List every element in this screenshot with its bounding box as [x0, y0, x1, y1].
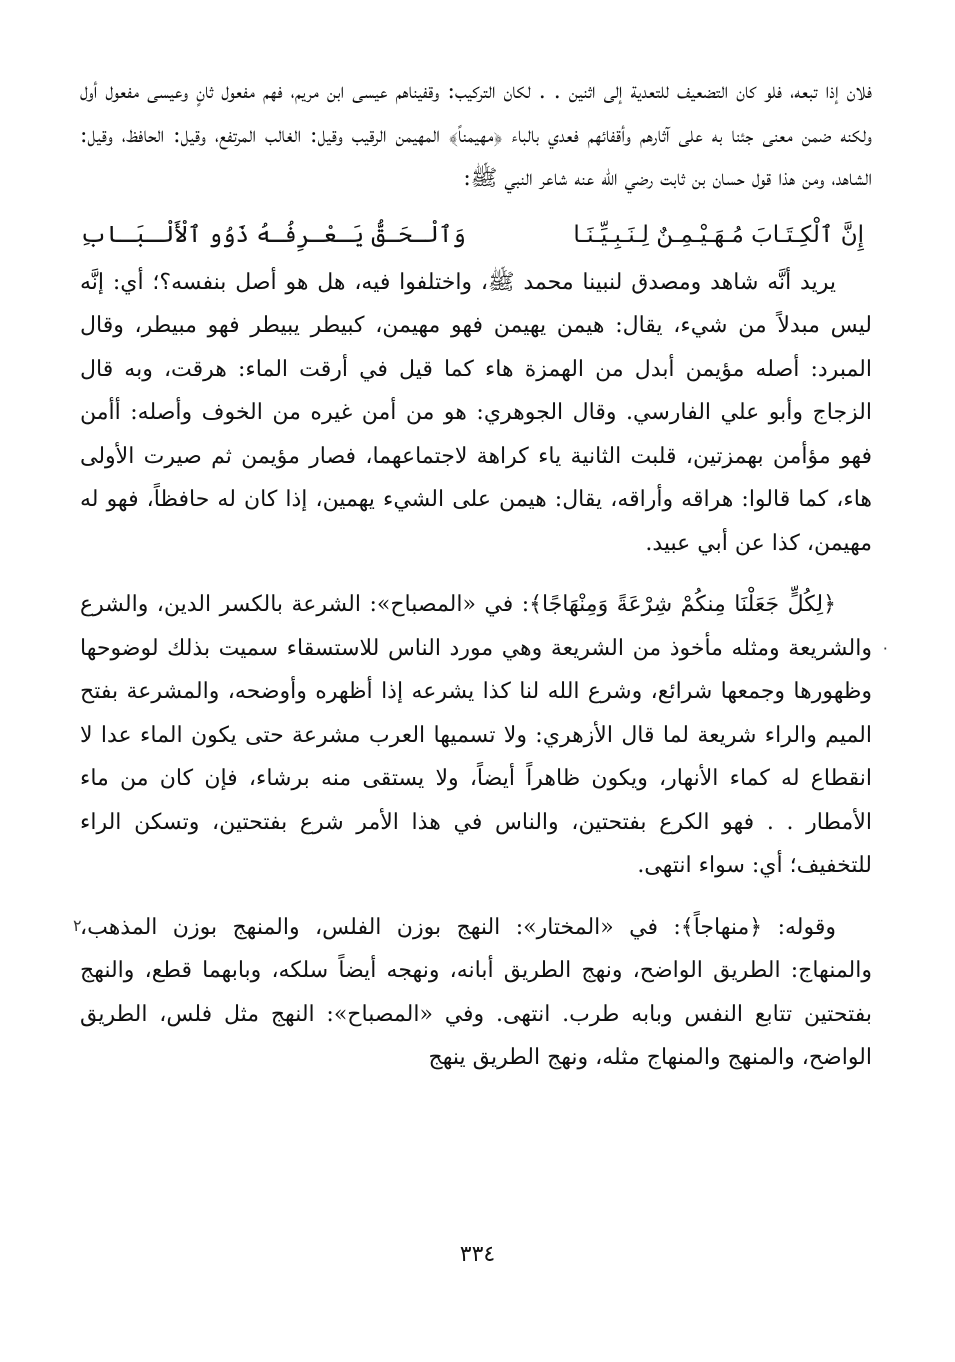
paragraph-4: وقوله: ﴿منهاجاً﴾: في «المختار»: النهج بوزن الفلس، والمنهج بوزن المذهب، والمنهاج: الطريق الواضح، ونهج الطريق أبانه، ونهجه أيضاً سلكه، وبابهما قطع، والنهج بفتحتين تتابع النفس وبابه طرب. انتهى. وفي «المصباح»: النهج مثل فلس، الطريق الواضح، والمنهج والمنهاج مثله، ونهج الطريق ينهج — [80, 914, 872, 1070]
margin-mark-2: ٢ — [73, 916, 82, 935]
poem-verse — [80, 213, 872, 257]
verse-first-hemistich: إِنَّ ٱلْكِـتَـابَ مُـهَـيْـمِـنٌ لِـنَـبِـيِّـنَـا — [573, 221, 864, 248]
verse-second-hemistich: وَٱلْـحَـقُّ يَـعْـرِفُـهُ ذَوُو ٱلْأَلْـبَـابِ — [80, 221, 466, 248]
paragraph-3: ﴿لِكُلٍّ جَعَلْنَا مِنكُمْ شِرْعَةً وَمِنْهَاجًا﴾: في «المصباح»: الشرعة بالكسر الدين، والشرع والشريعة ومثله مأخوذ من الشريعة وهي مورد الناس للاستسقاء سميت بذلك لوضوحها وظهورها وجمعها شرائع، وشرع الله لنا كذا يشرعه إذا أظهره وأوضحه، والمشرعة بفتح الميم والراء شريعة لما قال الأزهري: ولا تسميها العرب مشرعة حتى يكون الماء عدا لا انقطاع له كماء الأنهار، ويكون ظاهراً أيضاً، ولا يستقى منه برشاء، فإن كان من ماء الأمطار . . فهو الكرع بفتحتين، والناس في هذا الأمر شرع بفتحتين، وتسكن الراء للتخفيف؛ أي: سواء انتهى. — [80, 592, 872, 878]
paragraph-2: يريد أنَّه شاهد ومصدق لنبينا محمد ﷺ، واختلفوا فيه، هل هو أصل بنفسه؟؛ أي: إنَّه ليس مبدلاً من شيء، يقال: هيمن يهيمن فهو مهيمن، كبيطر يبيطر فهو مبيطر، وقال المبرد: أصله مؤيمن أبدل من الهمزة هاء كما قيل في أرقت الماء: هرقت، وبه قال الزجاج وأبو علي الفارسي. وقال الجوهري: هو من أمن غيره من الخوف وأصله: أأمن فهو مؤأمن بهمزتين، قلبت الثانية ياء كراهة لاجتماعهما، فصار مؤيمن ثم صيرت الأولى هاء، كما قالوا: هراقه وأراقه، يقال: هيمن على الشيء يهمين، إذا كان له حافظاً، فهو له مهيمن، كذا عن أبي عبيد. — [80, 269, 873, 556]
page-body — [80, 70, 872, 1080]
paragraph-1: فلان إذا تبعه، فلو كان التضعيف للتعدية إلى اثنين . . لكان التركيب: وقفيناهم عيسى ابن مريم، فهم مفعول ثانٍ وعيسى مفعول أول ولكنه ضمن معنى جئنا به على آثارهم وأقفائهم فعدي بالباء ﴿مهيمناً﴾ المهيمن الرقيب وقيل: الغالب المرتفع، وقيل: الحافظ، وقيل: الشاهد، ومن هذا قول حسان بن ثابت رضي الله عنه شاعر النبي ﷺ: — [80, 79, 872, 191]
page-number: ٣٣٤ — [459, 1242, 496, 1267]
margin-mark-1: ٠ — [881, 638, 890, 657]
